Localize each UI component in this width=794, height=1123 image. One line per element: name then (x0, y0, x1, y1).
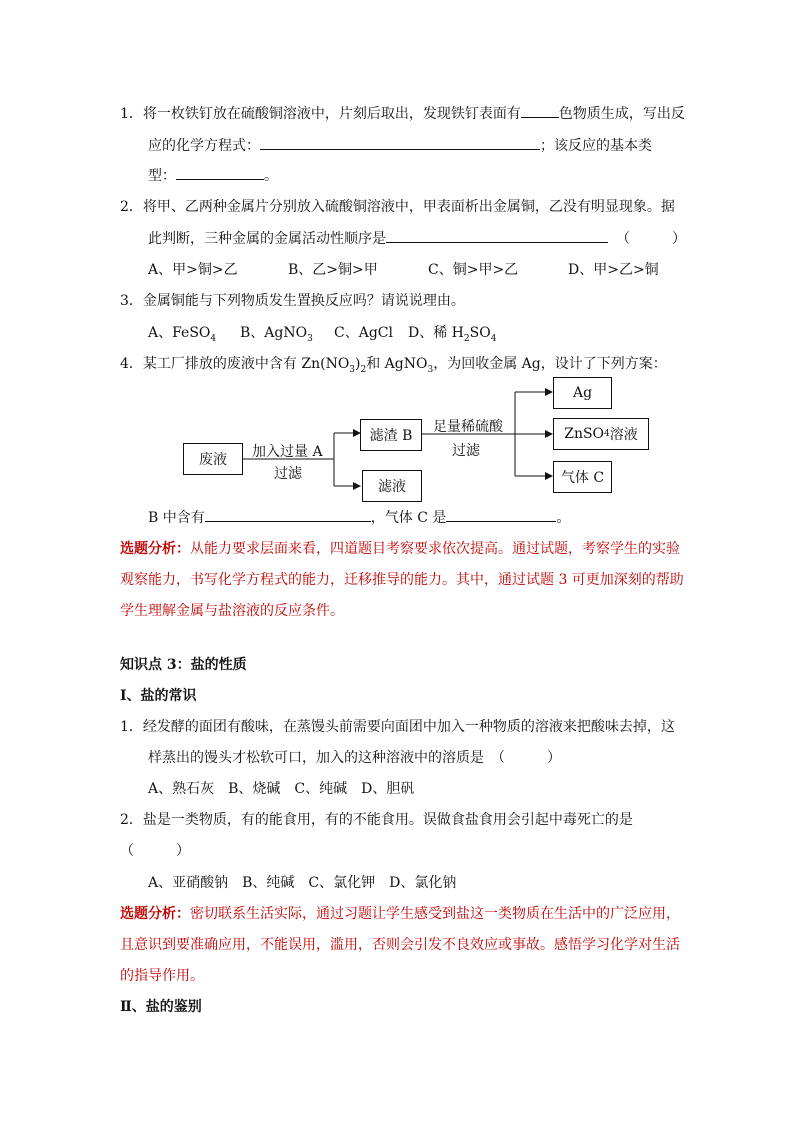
salt-q1-options[interactable]: A、熟石灰 B、烧碱 C、纯碱 D、胆矾 (148, 781, 415, 797)
salt-sub2: Ⅱ、盐的鉴别 (120, 999, 202, 1015)
q1-line3 (148, 165, 278, 186)
flow-label-step2-top: 足量稀硫酸 (433, 419, 503, 435)
q3-option-d-text: D、稀 H (408, 325, 464, 341)
metal-analysis-line2: 观察能力，书写化学方程式的能力，迁移推导的能力。其中，通过试题 3 可更加深刻的帮助 (120, 572, 684, 588)
q3-option-d-sub2: 4 (490, 333, 497, 344)
salt-heading: 知识点 3：盐的性质 (120, 657, 247, 673)
metal-analysis-line3: 学生理解金属与盐溶液的反应条件。 (120, 603, 344, 619)
q2-answer-paren: （ ） (616, 231, 686, 247)
salt-analysis-line1 (120, 904, 680, 924)
flow-label-step1-bottom: 过滤 (274, 466, 302, 482)
q1-line2 (148, 135, 652, 156)
q3-option-b-sub: 3 (307, 333, 313, 344)
q3-option-b-text: B、AgNO (240, 325, 308, 341)
flow-label-step2-bottom: 过滤 (452, 443, 480, 459)
metal-analysis-text1: 从能力要求层面来看，四道题目考察要求依次提高。通过试题，考察学生的实验 (190, 541, 680, 557)
q1-line3-text-a: 型： (148, 168, 176, 184)
q4-answer-b: ，气体 C 是 (370, 510, 447, 526)
metal-analysis-label: 选题分析： (120, 541, 190, 557)
q3-stem: 3．金属铜能与下列物质发生置换反应吗？请说说理由。 (120, 293, 465, 309)
q1-line3-text-b: 。 (264, 168, 278, 184)
q4-gas-blank[interactable] (446, 507, 556, 522)
flow-box-filtrate: 滤液 (362, 470, 422, 502)
q2-option-a[interactable]: A、甲>铜>乙 (148, 262, 238, 278)
q3-option-a-text: A、FeSO (148, 325, 211, 341)
q4-answer-c: 。 (556, 510, 571, 526)
q4-stem-sub3: 3 (427, 364, 434, 375)
q3-option-d[interactable] (408, 323, 496, 349)
flow-box-znso4 (553, 418, 649, 450)
flow-box-ag: Ag (553, 377, 612, 409)
salt-q2-options[interactable]: A、亚硝酸钠 B、纯碱 C、氯化钾 D、氯化钠 (148, 875, 457, 891)
znso4-text: ZnSO (564, 426, 605, 442)
q2-option-b[interactable]: B、乙>铜>甲 (288, 262, 378, 278)
q4-stem-d: ，为回收金属 Ag，设计了下列方案： (433, 356, 667, 372)
q3-option-d-mid: SO (469, 325, 491, 341)
q3-option-a-sub: 4 (210, 333, 217, 344)
salt-q1-line1: 1．经发酵的面团有酸味，在蒸馒头前需要向面团中加入一种物质的溶液来把酸味去掉，这 (120, 719, 675, 735)
q1-line1-text-b: 色物质生成，写出反 (558, 106, 685, 122)
flow-box-residue: 滤渣 B (360, 419, 422, 451)
znso4-sub: 4 (604, 429, 610, 439)
q4-stem-a: 4．某工厂排放的废液中含有 Zn(NO (120, 356, 350, 372)
salt-analysis-line2: 且意识到要准确应用，不能误用，滥用，否则会引发不良效应或事故。感悟学习化学对生活 (120, 937, 680, 953)
q1-color-blank[interactable] (521, 103, 559, 118)
q2-stem: 2．将甲、乙两种金属片分别放入硫酸铜溶液中，甲表面析出金属铜，乙没有明显现象。据 (120, 199, 675, 215)
q4-stem-sub1: 3 (349, 364, 356, 375)
salt-analysis-line3: 的指导作用。 (120, 968, 204, 984)
q4-answer-line (148, 507, 570, 528)
q2-option-d[interactable]: D、甲>乙>铜 (568, 262, 659, 278)
q4-stem-b: ) (355, 356, 361, 372)
q4-stem (120, 354, 667, 380)
q2-order-blank[interactable] (386, 228, 608, 243)
q3-option-c[interactable]: C、AgCl (334, 325, 393, 341)
salt-analysis-text1: 密切联系生活实际，通过习题让学生感受到盐这一类物质在生活中的广泛应用， (190, 906, 680, 922)
q3-option-d-sub1: 2 (463, 333, 470, 344)
q4-stem-sub2: 2 (360, 364, 367, 375)
q4-stem-c: 和 AgNO (366, 356, 428, 372)
q2-line2 (148, 228, 686, 249)
q3-option-b[interactable] (240, 323, 313, 349)
q2-line1 (120, 197, 675, 217)
q3-option-a[interactable] (148, 323, 216, 349)
metal-analysis-line1 (120, 539, 680, 559)
q4-b-blank[interactable] (205, 507, 371, 522)
q1-line1-text-a: 1．将一枚铁钉放在硫酸铜溶液中，片刻后取出，发现铁钉表面有 (120, 106, 521, 122)
flow-box-waste: 废液 (183, 443, 243, 475)
salt-q1-line2: 样蒸出的馒头才松软可口，加入的这种溶液中的溶质是 （ ） (148, 750, 561, 766)
salt-q2-line2: （ ） (120, 843, 190, 859)
q4-answer-a: B 中含有 (148, 510, 205, 526)
q1-line2-text-a: 应的化学方程式： (148, 138, 260, 154)
flow-box-gas: 气体 C (553, 461, 612, 493)
q1-type-blank[interactable] (176, 165, 264, 180)
q1-line2-text-b: ；该反应的基本类 (540, 138, 652, 154)
salt-sub1: Ⅰ、盐的常识 (120, 688, 197, 704)
znso4-text-b: 溶液 (609, 427, 638, 443)
q1-line1 (120, 103, 685, 124)
q1-equation-blank[interactable] (260, 135, 540, 150)
flow-label-step1-top: 加入过量 A (252, 444, 323, 460)
salt-analysis-label: 选题分析： (120, 906, 190, 922)
q2-option-c[interactable]: C、铜>甲>乙 (428, 262, 519, 278)
q2-line2-text: 此判断，三种金属的金属活动性顺序是 (148, 231, 386, 247)
salt-q2-line1: 2．盐是一类物质，有的能食用，有的不能食用。误做食盐食用会引起中毒死亡的是 (120, 812, 633, 828)
